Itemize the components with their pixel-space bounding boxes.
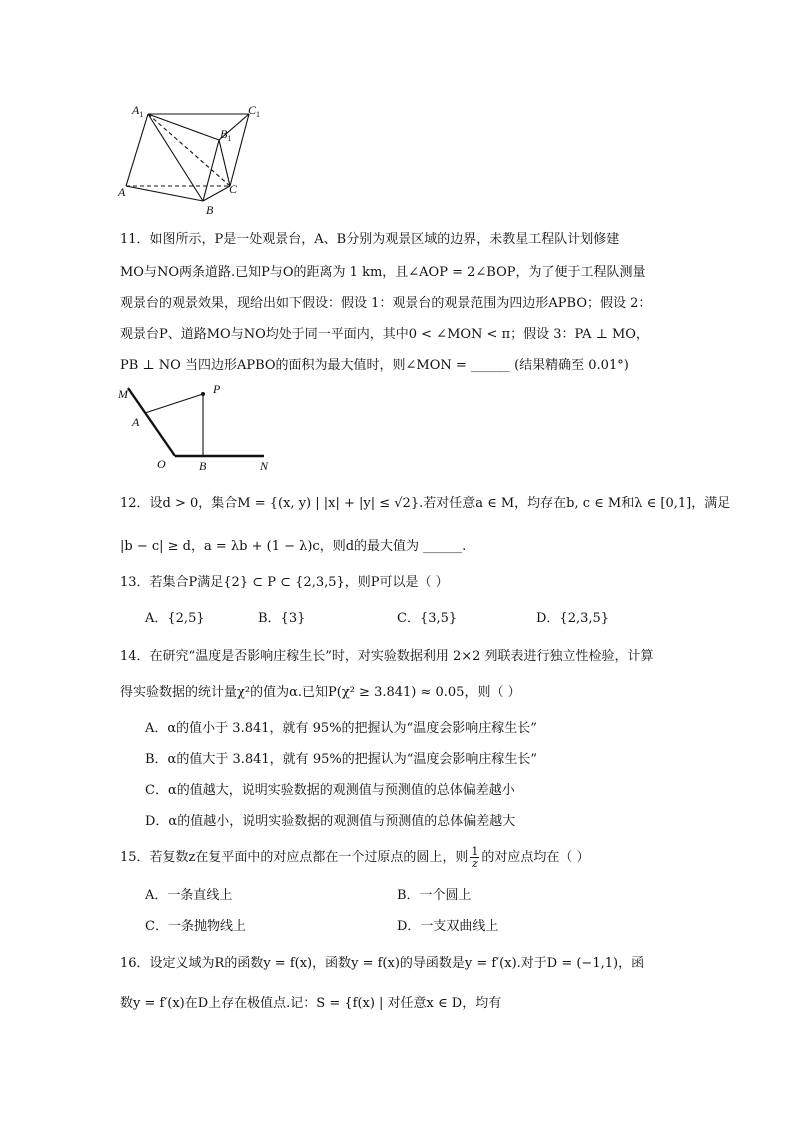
q15-stem	[120, 846, 590, 869]
label-n: N	[260, 459, 269, 473]
q13-option-d: D．{2,3,5}	[536, 611, 610, 626]
label-p: P	[213, 382, 221, 396]
q15-fraction-numerator: 1	[471, 845, 479, 858]
q12-line-2: |b − c| ≥ d，a = λb + (1 − λ)c，则d的最大值为 ______.	[120, 539, 467, 554]
q15-fraction	[470, 846, 479, 869]
q14-option-a: A．α的值小于 3.841，就有 95%的把握认为“温度会影响庄稼生长”	[145, 721, 537, 736]
label-c: C	[229, 182, 238, 196]
edge-c-c1	[230, 114, 249, 186]
prism-figure	[112, 98, 272, 218]
label-m: M	[118, 387, 128, 401]
q13-option-b: B．{3}	[258, 611, 306, 626]
q14-option-b: B．α的值大于 3.841，就有 95%的把握认为“温度会影响庄稼生长”	[145, 752, 537, 767]
q14-line-1: 14．在研究“温度是否影响庄稼生长”时，对实验数据利用 2×2 列联表进行独立性检验，计算	[120, 649, 654, 664]
q15-stem-after: 的对应点均在（ ）	[481, 850, 590, 865]
q16-line-1: 16．设定义域为R的函数y = f(x)，函数y = f(x)的导函数是y = f′(x).对于D = (−1,1)，函	[120, 956, 645, 971]
segment-pa	[145, 394, 203, 413]
q13-stem: 13．若集合P满足{2} ⊂ P ⊂ {2,3,5}，则P可以是（ ）	[120, 575, 449, 590]
q13-option-a: A．{2,5}	[145, 611, 205, 626]
edge-a1-c-hidden	[148, 114, 230, 186]
q16-line-2: 数y = f′(x)在D上存在极值点.记：S = {f(x) | 对任意x ∈ D，均有	[120, 996, 502, 1011]
edge-b1-c	[219, 140, 230, 186]
label-b: B	[206, 203, 214, 217]
edge-b-c	[203, 186, 230, 201]
q15-option-c: C．一条抛物线上	[145, 919, 246, 934]
point-p	[201, 392, 205, 396]
label-b-road: B	[199, 459, 207, 473]
q15-option-d: D．一支双曲线上	[397, 919, 499, 934]
road-figure	[112, 378, 282, 474]
q11-line-3: 观景台的观景效果，现给出如下假设：假设 1：观景台的观景范围为四边形APBO；假设 2：	[120, 296, 652, 311]
q11-line-1: 11．如图所示，P是一处观景台，A、B分别为观景区域的边界，未教星工程队计划修建	[120, 232, 620, 247]
edge-a-a1	[126, 114, 148, 186]
edge-a1-b1	[148, 114, 219, 140]
edge-a-b	[126, 186, 203, 201]
q11-line-2: MO与NO两条道路.已知P与O的距离为 1 km，且∠AOP = 2∠BOP，为了便于工程队测量	[120, 265, 646, 280]
edge-b-b1	[203, 140, 219, 201]
q11-line-5: PB ⊥ NO 当四边形APBO的面积为最大值时，则∠MON = ______ (结果精确至 0.01°)	[120, 358, 629, 373]
q14-option-c: C．α的值越大，说明实验数据的观测值与预测值的总体偏差越小	[145, 783, 515, 798]
q14-line-2: 得实验数据的统计量χ²的值为α.已知P(χ² ≥ 3.841) ≈ 0.05，则（ ）	[120, 685, 521, 700]
q15-stem-before: 15．若复数z在复平面中的对应点都在一个过原点的圆上，则	[120, 850, 469, 865]
edge-a1-b	[148, 114, 203, 201]
q15-option-a: A．一条直线上	[145, 888, 233, 903]
q11-line-4: 观景台P、道路MO与NO均处于同一平面内，其中0 < ∠MON < π；假设 3：PA ⊥ MO，	[120, 327, 649, 342]
label-a1: $A_1$	[132, 103, 144, 119]
label-c1: $C_1$	[248, 103, 261, 119]
q15-fraction-denominator: z	[472, 857, 478, 870]
label-a: A	[118, 185, 126, 199]
label-b1: $B_1$	[220, 127, 232, 143]
q15-option-b: B．一个圆上	[397, 888, 472, 903]
q12-line-1: 12．设d > 0，集合M = {(x, y) | |x| + |y| ≤ √2}.若对任意a ∈ M，均存在b, c ∈ M和λ ∈ [0,1]，满足	[120, 496, 731, 511]
label-o: O	[157, 457, 166, 471]
q14-option-d: D．α的值越小，说明实验数据的观测值与预测值的总体偏差越大	[145, 814, 516, 829]
label-a-road: A	[132, 415, 140, 429]
q13-option-c: C．{3,5}	[397, 611, 458, 626]
